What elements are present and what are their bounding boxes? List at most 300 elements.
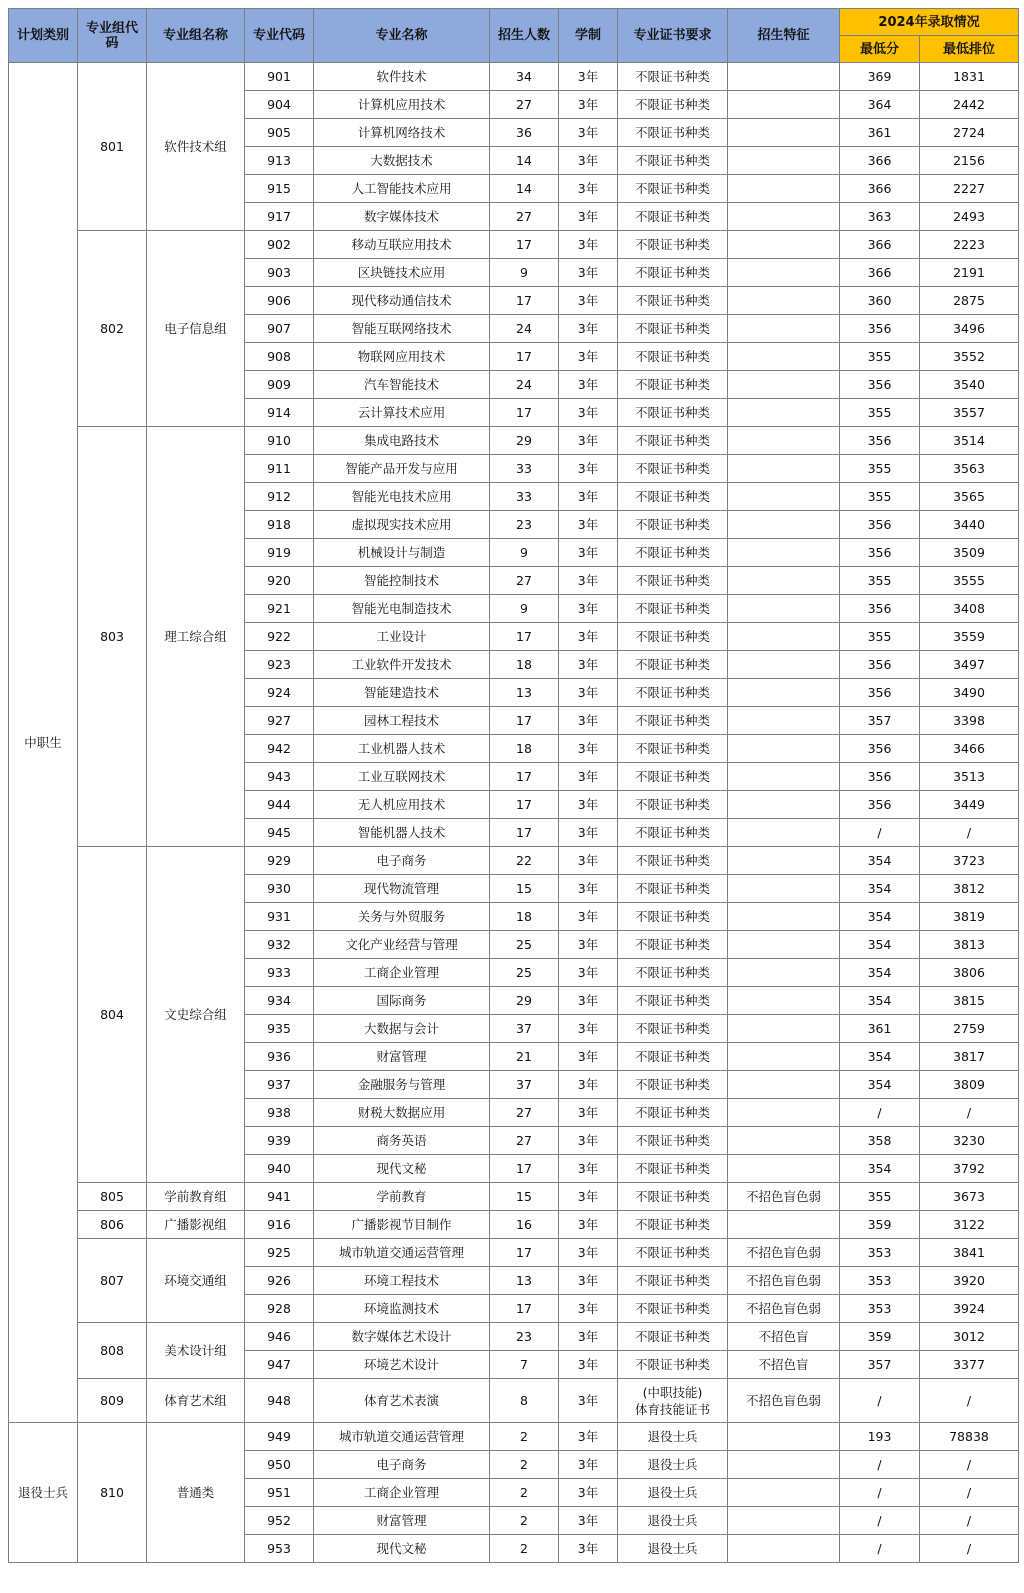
duration-cell: 3年: [559, 91, 618, 119]
feature-cell: [728, 259, 840, 287]
group-name-cell: 学前教育组: [147, 1183, 245, 1211]
major-name-cell: 智能机器人技术: [314, 819, 490, 847]
major-code-cell: 932: [245, 931, 314, 959]
major-code-cell: 929: [245, 847, 314, 875]
cert-cell: 不限证书种类: [618, 1239, 728, 1267]
major-name-cell: 工业互联网技术: [314, 763, 490, 791]
duration-cell: 3年: [559, 567, 618, 595]
min-rank-cell: 3812: [920, 875, 1019, 903]
feature-cell: 不招色盲色弱: [728, 1267, 840, 1295]
feature-cell: [728, 343, 840, 371]
cert-cell: 不限证书种类: [618, 343, 728, 371]
header-group-name: 专业组名称: [147, 9, 245, 63]
duration-cell: 3年: [559, 791, 618, 819]
min-rank-cell: 3819: [920, 903, 1019, 931]
major-name-cell: 财富管理: [314, 1043, 490, 1071]
min-score-cell: 369: [840, 63, 920, 91]
duration-cell: 3年: [559, 651, 618, 679]
min-score-cell: 354: [840, 1071, 920, 1099]
duration-cell: 3年: [559, 1323, 618, 1351]
major-name-cell: 无人机应用技术: [314, 791, 490, 819]
major-name-cell: 大数据技术: [314, 147, 490, 175]
cert-cell: 不限证书种类: [618, 483, 728, 511]
feature-cell: 不招色盲色弱: [728, 1379, 840, 1423]
duration-cell: 3年: [559, 1295, 618, 1323]
major-name-cell: 智能建造技术: [314, 679, 490, 707]
min-score-cell: 355: [840, 399, 920, 427]
table-row: [9, 1183, 1019, 1211]
cert-cell: 不限证书种类: [618, 427, 728, 455]
major-code-cell: 904: [245, 91, 314, 119]
min-score-cell: 354: [840, 847, 920, 875]
min-rank-cell: 78838: [920, 1423, 1019, 1451]
major-name-cell: 现代文秘: [314, 1155, 490, 1183]
major-code-cell: 937: [245, 1071, 314, 1099]
enrollment-cell: 25: [490, 959, 559, 987]
duration-cell: 3年: [559, 959, 618, 987]
cert-cell: 不限证书种类: [618, 455, 728, 483]
min-rank-cell: 3490: [920, 679, 1019, 707]
major-code-cell: 931: [245, 903, 314, 931]
min-rank-cell: 3841: [920, 1239, 1019, 1267]
min-rank-cell: 3813: [920, 931, 1019, 959]
major-name-cell: 云计算技术应用: [314, 399, 490, 427]
major-name-cell: 现代文秘: [314, 1535, 490, 1563]
min-score-cell: 354: [840, 1043, 920, 1071]
enrollment-cell: 14: [490, 175, 559, 203]
major-name-cell: 金融服务与管理: [314, 1071, 490, 1099]
header-major-code: 专业代码: [245, 9, 314, 63]
major-name-cell: 工业软件开发技术: [314, 651, 490, 679]
feature-cell: [728, 1099, 840, 1127]
duration-cell: 3年: [559, 1535, 618, 1563]
major-code-cell: 905: [245, 119, 314, 147]
major-name-cell: 智能控制技术: [314, 567, 490, 595]
min-rank-cell: 3723: [920, 847, 1019, 875]
header-min-rank: 最低排位: [920, 36, 1019, 63]
duration-cell: 3年: [559, 1479, 618, 1507]
enrollment-cell: 17: [490, 763, 559, 791]
group-name-cell: 体育艺术组: [147, 1379, 245, 1423]
plan-type-cell: 中职生: [9, 63, 78, 1423]
duration-cell: 3年: [559, 819, 618, 847]
major-code-cell: 943: [245, 763, 314, 791]
cert-cell: 不限证书种类: [618, 1267, 728, 1295]
duration-cell: 3年: [559, 1351, 618, 1379]
min-score-cell: 353: [840, 1239, 920, 1267]
min-rank-cell: 3514: [920, 427, 1019, 455]
enrollment-cell: 9: [490, 259, 559, 287]
major-code-cell: 945: [245, 819, 314, 847]
cert-cell: 不限证书种类: [618, 595, 728, 623]
feature-cell: [728, 91, 840, 119]
group-code-cell: 807: [78, 1239, 147, 1323]
duration-cell: 3年: [559, 679, 618, 707]
header-duration: 学制: [559, 9, 618, 63]
cert-cell: 不限证书种类: [618, 231, 728, 259]
feature-cell: [728, 1479, 840, 1507]
major-name-cell: 学前教育: [314, 1183, 490, 1211]
enrollment-cell: 13: [490, 1267, 559, 1295]
feature-cell: 不招色盲色弱: [728, 1239, 840, 1267]
min-rank-cell: /: [920, 1379, 1019, 1423]
enrollment-cell: 18: [490, 903, 559, 931]
major-code-cell: 936: [245, 1043, 314, 1071]
table-row: [9, 1379, 1019, 1423]
min-score-cell: 355: [840, 483, 920, 511]
enrollment-cell: 2: [490, 1535, 559, 1563]
cert-cell: 不限证书种类: [618, 1351, 728, 1379]
duration-cell: 3年: [559, 1267, 618, 1295]
major-name-cell: 财税大数据应用: [314, 1099, 490, 1127]
cert-cell: 不限证书种类: [618, 1295, 728, 1323]
enrollment-cell: 13: [490, 679, 559, 707]
min-rank-cell: 2156: [920, 147, 1019, 175]
table-row: [9, 1423, 1019, 1451]
min-score-cell: 193: [840, 1423, 920, 1451]
min-rank-cell: 2724: [920, 119, 1019, 147]
feature-cell: 不招色盲色弱: [728, 1183, 840, 1211]
min-score-cell: 360: [840, 287, 920, 315]
min-score-cell: 366: [840, 147, 920, 175]
major-name-cell: 移动互联应用技术: [314, 231, 490, 259]
min-rank-cell: 3924: [920, 1295, 1019, 1323]
feature-cell: [728, 1451, 840, 1479]
header-plan-type: 计划类别: [9, 9, 78, 63]
group-name-cell: 文史综合组: [147, 847, 245, 1183]
min-score-cell: 353: [840, 1267, 920, 1295]
feature-cell: [728, 1043, 840, 1071]
major-code-cell: 917: [245, 203, 314, 231]
enrollment-cell: 2: [490, 1479, 559, 1507]
group-code-cell: 802: [78, 231, 147, 427]
cert-cell: 不限证书种类: [618, 315, 728, 343]
feature-cell: [728, 1535, 840, 1563]
duration-cell: 3年: [559, 931, 618, 959]
min-rank-cell: 3377: [920, 1351, 1019, 1379]
major-name-cell: 工商企业管理: [314, 1479, 490, 1507]
duration-cell: 3年: [559, 1507, 618, 1535]
group-name-cell: 普通类: [147, 1423, 245, 1563]
min-score-cell: 356: [840, 371, 920, 399]
major-code-cell: 906: [245, 287, 314, 315]
table-row: [9, 1323, 1019, 1351]
min-score-cell: 356: [840, 595, 920, 623]
enrollment-cell: 17: [490, 399, 559, 427]
enrollment-cell: 24: [490, 371, 559, 399]
major-name-cell: 工商企业管理: [314, 959, 490, 987]
feature-cell: [728, 651, 840, 679]
min-score-cell: 354: [840, 931, 920, 959]
min-score-cell: 366: [840, 175, 920, 203]
min-rank-cell: 3806: [920, 959, 1019, 987]
header-cert: 专业证书要求: [618, 9, 728, 63]
duration-cell: 3年: [559, 707, 618, 735]
duration-cell: 3年: [559, 987, 618, 1015]
min-score-cell: /: [840, 1507, 920, 1535]
enrollment-cell: 15: [490, 875, 559, 903]
duration-cell: 3年: [559, 147, 618, 175]
major-code-cell: 942: [245, 735, 314, 763]
min-score-cell: /: [840, 1535, 920, 1563]
feature-cell: [728, 875, 840, 903]
cert-cell: 不限证书种类: [618, 1043, 728, 1071]
enrollment-cell: 7: [490, 1351, 559, 1379]
enrollment-cell: 23: [490, 511, 559, 539]
major-code-cell: 941: [245, 1183, 314, 1211]
feature-cell: [728, 511, 840, 539]
min-score-cell: /: [840, 1099, 920, 1127]
cert-cell: 不限证书种类: [618, 147, 728, 175]
min-rank-cell: 3555: [920, 567, 1019, 595]
enrollment-cell: 17: [490, 343, 559, 371]
major-name-cell: 集成电路技术: [314, 427, 490, 455]
min-rank-cell: 3408: [920, 595, 1019, 623]
min-rank-cell: 3809: [920, 1071, 1019, 1099]
cert-cell: 不限证书种类: [618, 1183, 728, 1211]
min-score-cell: 361: [840, 119, 920, 147]
feature-cell: [728, 623, 840, 651]
group-code-cell: 810: [78, 1423, 147, 1563]
enrollment-cell: 9: [490, 595, 559, 623]
feature-cell: [728, 1211, 840, 1239]
duration-cell: 3年: [559, 595, 618, 623]
min-score-cell: 354: [840, 959, 920, 987]
min-rank-cell: 2227: [920, 175, 1019, 203]
cert-cell: 不限证书种类: [618, 1155, 728, 1183]
enrollment-cell: 21: [490, 1043, 559, 1071]
cert-cell: 不限证书种类: [618, 959, 728, 987]
major-code-cell: 938: [245, 1099, 314, 1127]
min-score-cell: /: [840, 1479, 920, 1507]
major-code-cell: 910: [245, 427, 314, 455]
enrollment-cell: 33: [490, 455, 559, 483]
cert-cell: 不限证书种类: [618, 679, 728, 707]
major-code-cell: 919: [245, 539, 314, 567]
min-rank-cell: 3540: [920, 371, 1019, 399]
cert-cell: 不限证书种类: [618, 623, 728, 651]
major-name-cell: 人工智能技术应用: [314, 175, 490, 203]
group-code-cell: 805: [78, 1183, 147, 1211]
enrollment-cell: 27: [490, 1099, 559, 1127]
duration-cell: 3年: [559, 735, 618, 763]
duration-cell: 3年: [559, 1043, 618, 1071]
enrollment-cell: 27: [490, 203, 559, 231]
min-rank-cell: 3440: [920, 511, 1019, 539]
duration-cell: 3年: [559, 1183, 618, 1211]
table-row: [9, 847, 1019, 875]
major-code-cell: 914: [245, 399, 314, 427]
group-code-cell: 806: [78, 1211, 147, 1239]
major-code-cell: 946: [245, 1323, 314, 1351]
feature-cell: [728, 1507, 840, 1535]
table-header: [9, 9, 1019, 63]
enrollment-cell: 17: [490, 623, 559, 651]
min-score-cell: 356: [840, 763, 920, 791]
enrollment-cell: 17: [490, 1155, 559, 1183]
cert-cell: 不限证书种类: [618, 1211, 728, 1239]
feature-cell: [728, 763, 840, 791]
min-score-cell: 356: [840, 735, 920, 763]
major-name-cell: 虚拟现实技术应用: [314, 511, 490, 539]
feature-cell: [728, 567, 840, 595]
feature-cell: [728, 147, 840, 175]
enrollment-cell: 15: [490, 1183, 559, 1211]
enrollment-cell: 17: [490, 231, 559, 259]
major-name-cell: 文化产业经营与管理: [314, 931, 490, 959]
min-score-cell: 354: [840, 987, 920, 1015]
major-name-cell: 现代移动通信技术: [314, 287, 490, 315]
header-enrollment: 招生人数: [490, 9, 559, 63]
feature-cell: [728, 735, 840, 763]
major-name-cell: 智能光电制造技术: [314, 595, 490, 623]
cert-cell: 退役士兵: [618, 1451, 728, 1479]
min-rank-cell: 1831: [920, 63, 1019, 91]
min-score-cell: 355: [840, 567, 920, 595]
major-name-cell: 城市轨道交通运营管理: [314, 1239, 490, 1267]
major-code-cell: 913: [245, 147, 314, 175]
enrollment-cell: 27: [490, 1127, 559, 1155]
feature-cell: [728, 959, 840, 987]
major-code-cell: 918: [245, 511, 314, 539]
cert-cell: 不限证书种类: [618, 371, 728, 399]
major-code-cell: 916: [245, 1211, 314, 1239]
group-name-cell: 环境交通组: [147, 1239, 245, 1323]
duration-cell: 3年: [559, 427, 618, 455]
major-name-cell: 关务与外贸服务: [314, 903, 490, 931]
major-code-cell: 909: [245, 371, 314, 399]
admission-plan-table: [8, 8, 1019, 1563]
feature-cell: [728, 1127, 840, 1155]
feature-cell: [728, 931, 840, 959]
major-name-cell: 电子商务: [314, 1451, 490, 1479]
cert-cell: 不限证书种类: [618, 1127, 728, 1155]
min-score-cell: 356: [840, 427, 920, 455]
min-score-cell: 354: [840, 1155, 920, 1183]
enrollment-cell: 27: [490, 567, 559, 595]
min-rank-cell: 3815: [920, 987, 1019, 1015]
min-rank-cell: 2759: [920, 1015, 1019, 1043]
feature-cell: [728, 231, 840, 259]
feature-cell: [728, 399, 840, 427]
major-code-cell: 903: [245, 259, 314, 287]
min-rank-cell: 3792: [920, 1155, 1019, 1183]
cert-cell: 不限证书种类: [618, 819, 728, 847]
major-name-cell: 现代物流管理: [314, 875, 490, 903]
feature-cell: [728, 119, 840, 147]
enrollment-cell: 18: [490, 651, 559, 679]
min-rank-cell: 2493: [920, 203, 1019, 231]
major-code-cell: 952: [245, 1507, 314, 1535]
major-name-cell: 环境艺术设计: [314, 1351, 490, 1379]
duration-cell: 3年: [559, 315, 618, 343]
major-code-cell: 944: [245, 791, 314, 819]
cert-cell: 不限证书种类: [618, 119, 728, 147]
table-row: [9, 1211, 1019, 1239]
feature-cell: [728, 539, 840, 567]
cert-cell: 不限证书种类: [618, 567, 728, 595]
enrollment-cell: 14: [490, 147, 559, 175]
min-rank-cell: /: [920, 1535, 1019, 1563]
major-name-cell: 智能互联网络技术: [314, 315, 490, 343]
feature-cell: [728, 707, 840, 735]
header-min-score: 最低分: [840, 36, 920, 63]
duration-cell: 3年: [559, 231, 618, 259]
major-code-cell: 934: [245, 987, 314, 1015]
duration-cell: 3年: [559, 343, 618, 371]
header-feature: 招生特征: [728, 9, 840, 63]
min-score-cell: 356: [840, 539, 920, 567]
cert-cell: 不限证书种类: [618, 847, 728, 875]
enrollment-cell: 18: [490, 735, 559, 763]
min-score-cell: 357: [840, 1351, 920, 1379]
duration-cell: 3年: [559, 1451, 618, 1479]
major-name-cell: 工业设计: [314, 623, 490, 651]
min-rank-cell: 3230: [920, 1127, 1019, 1155]
cert-cell: 不限证书种类: [618, 707, 728, 735]
major-code-cell: 901: [245, 63, 314, 91]
major-code-cell: 925: [245, 1239, 314, 1267]
cert-cell: 不限证书种类: [618, 399, 728, 427]
enrollment-cell: 37: [490, 1071, 559, 1099]
enrollment-cell: 24: [490, 315, 559, 343]
cert-cell: 退役士兵: [618, 1423, 728, 1451]
feature-cell: [728, 315, 840, 343]
major-code-cell: 935: [245, 1015, 314, 1043]
feature-cell: [728, 819, 840, 847]
enrollment-cell: 25: [490, 931, 559, 959]
enrollment-cell: 2: [490, 1507, 559, 1535]
enrollment-cell: 16: [490, 1211, 559, 1239]
duration-cell: 3年: [559, 483, 618, 511]
enrollment-cell: 34: [490, 63, 559, 91]
min-rank-cell: 3449: [920, 791, 1019, 819]
duration-cell: 3年: [559, 259, 618, 287]
major-code-cell: 915: [245, 175, 314, 203]
cert-cell: 不限证书种类: [618, 1015, 728, 1043]
min-rank-cell: 2191: [920, 259, 1019, 287]
min-rank-cell: 3513: [920, 763, 1019, 791]
min-rank-cell: 2223: [920, 231, 1019, 259]
min-rank-cell: 3565: [920, 483, 1019, 511]
cert-cell: 不限证书种类: [618, 791, 728, 819]
group-name-cell: 软件技术组: [147, 63, 245, 231]
major-code-cell: 926: [245, 1267, 314, 1295]
group-name-cell: 理工综合组: [147, 427, 245, 847]
enrollment-cell: 2: [490, 1423, 559, 1451]
major-name-cell: 汽车智能技术: [314, 371, 490, 399]
min-score-cell: 364: [840, 91, 920, 119]
duration-cell: 3年: [559, 875, 618, 903]
major-code-cell: 933: [245, 959, 314, 987]
major-name-cell: 广播影视节目制作: [314, 1211, 490, 1239]
major-code-cell: 947: [245, 1351, 314, 1379]
major-name-cell: 环境监测技术: [314, 1295, 490, 1323]
table-row: [9, 231, 1019, 259]
major-name-cell: 园林工程技术: [314, 707, 490, 735]
min-rank-cell: 2875: [920, 287, 1019, 315]
enrollment-cell: 17: [490, 287, 559, 315]
major-name-cell: 智能产品开发与应用: [314, 455, 490, 483]
header-major-name: 专业名称: [314, 9, 490, 63]
major-code-cell: 928: [245, 1295, 314, 1323]
major-code-cell: 920: [245, 567, 314, 595]
feature-cell: [728, 1423, 840, 1451]
major-code-cell: 927: [245, 707, 314, 735]
cert-cell: 不限证书种类: [618, 987, 728, 1015]
cert-cell: 退役士兵: [618, 1507, 728, 1535]
group-code-cell: 808: [78, 1323, 147, 1379]
